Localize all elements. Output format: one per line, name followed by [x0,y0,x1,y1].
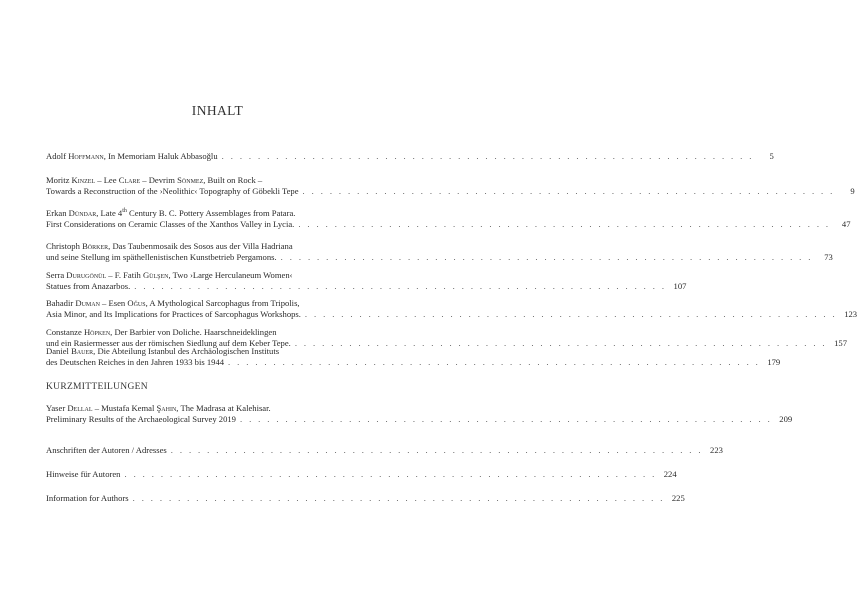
author-lastname: Gülşen [142,270,169,280]
entry-text: First Considerations on Ceramic Classes of the Xanthos Valley in Lycia. [46,219,295,230]
entry-line [46,357,781,368]
toc-entry[interactable] [46,346,781,369]
entry-text: Information for Authors [46,493,129,503]
author-lastname: Sönmez [177,175,204,185]
entry-line [46,493,685,504]
toc-entry-kurz[interactable] [46,403,793,426]
page-number: 223 [710,445,723,455]
leader-dots: . . . . . . . . . . . . . . . . . . . . . . . . . . . . . . . . . . . . . . . . . . . . . . . . . . . . . . . . . . . [124,469,657,479]
toc-entry-appendix[interactable] [46,493,685,504]
entry-text: Asia Minor, and Its Implications for Practices of Sarcophagus Workshops. [46,309,301,320]
page-number: 179 [767,357,781,368]
leader-dots: . . . . . . . . . . . . . . . . . . . . . . . . . . . . . . . . . . . . . . . . . . . . . . . . . . . . . . . . . . . [170,445,703,455]
entry-text: Erkan Dündar, Late 4th Century B. C. Pottery Assemblages from Patara. [46,208,296,218]
entry-line [46,414,793,425]
author-lastname: Dellal [67,403,93,413]
page-title: INHALT [191,103,244,118]
leader-dots: . . . . . . . . . . . . . . . . . . . . . . . . . . . . . . . . . . . . . . . . . . . . . . . . . . . . . . . . . . . [280,252,813,263]
page-number: 157 [834,338,847,349]
entry-text: Anschriften der Autoren / Adresses [46,445,167,455]
entry-text: Preliminary Results of the Archaeological Survey 2019 [46,414,236,425]
entry-line [46,252,833,263]
entry-line [46,186,855,197]
author-lastname: Şahin [156,403,177,413]
entry-text: Daniel Bauer, Die Abteilung Istanbul des Archäologischen Instituts [46,346,280,356]
leader-dots: . . . . . . . . . . . . . . . . . . . . . . . . . . . . . . . . . . . . . . . . . . . . . . . . . . . . . . . . . . . [304,309,838,320]
entry-text: Christoph Börker, Das Taubenmosaik des Sosos aus der Villa Hadriana [46,241,293,251]
entry-line [46,175,370,186]
page-number: 9 [850,186,855,197]
leader-dots: . . . . . . . . . . . . . . . . . . . . . . . . . . . . . . . . . . . . . . . . . . . . . . . . . . . . . . . . . . . [134,281,667,292]
page-number: 73 [824,252,833,263]
entry-line [46,298,370,309]
toc-entry[interactable] [46,175,855,198]
entry-line [46,151,774,162]
author-lastname: Durugönül [66,270,107,280]
author-lastname: Kinzel [71,175,96,185]
toc-entry-appendix[interactable] [46,469,677,480]
author-lastname: Oğus [127,298,146,308]
author-lastname: Clare [118,175,141,185]
entry-text: Bahadir Duman – Esen Oğus, A Mythological Sarcophagus from Tripolis, [46,298,300,308]
page-number: 225 [671,493,685,503]
entry-line [46,281,687,292]
author-lastname: Dündar [68,208,97,218]
entry-line [46,309,857,320]
toc-entry[interactable] [46,298,857,321]
entry-line [46,327,370,338]
author-lastname: Bauer [71,346,94,356]
entry-line [46,445,723,456]
entry-text: Statues from Anazarbos. [46,281,131,292]
entry-line [46,241,370,252]
entry-text: und seine Stellung im späthellenistischen Kunstbetrieb Pergamons. [46,252,277,263]
entry-text: Adolf Hoffmann, In Memoriam Haluk Abbasoğlu [46,151,218,161]
page-number: 107 [673,281,687,292]
entry-text: Hinweise für Autoren [46,469,121,479]
leader-dots: . . . . . . . . . . . . . . . . . . . . . . . . . . . . . . . . . . . . . . . . . . . . . . . . . . . . . . . . . . . [302,186,835,197]
entry-text: des Deutschen Reiches in den Jahren 1933 bis 1944 [46,357,225,368]
page-number: 224 [663,469,677,479]
toc-entry-appendix[interactable] [46,445,723,456]
leader-dots: . . . . . . . . . . . . . . . . . . . . . . . . . . . . . . . . . . . . . . . . . . . . . . . . . . . . . . . . . . . [228,357,761,368]
entry-line [46,270,370,281]
author-lastname: Hoffmann [68,151,104,161]
entry-text: Serra Durugönül – F. Fatih Gülşen, Two ›Large Herculaneum Women‹ [46,270,293,280]
leader-dots: . . . . . . . . . . . . . . . . . . . . . . . . . . . . . . . . . . . . . . . . . . . . . . . . . . . . . . . . . . . [294,338,827,349]
section-heading-kurzmitteilungen: KURZMITTEILUNGEN [46,382,148,392]
leader-dots: . . . . . . . . . . . . . . . . . . . . . . . . . . . . . . . . . . . . . . . . . . . . . . . . . . . . . . . . . . . [221,151,754,161]
entry-text: und ein Rasiermesser aus der römischen Siedlung auf dem Keber Tepe. [46,338,291,349]
author-lastname: Höpken [83,327,111,337]
entry-text: Towards a Reconstruction of the ›Neolithic‹ Topography of Göbekli Tepe [46,186,299,197]
entry-line [46,403,370,414]
entry-text: Constanze Höpken, Der Barbier von Doliche. Haarschneideklingen [46,327,277,337]
entry-line [46,346,370,357]
leader-dots: . . . . . . . . . . . . . . . . . . . . . . . . . . . . . . . . . . . . . . . . . . . . . . . . . . . . . . . . . . . [298,219,831,230]
author-lastname: Duman [75,298,100,308]
toc-entry[interactable] [46,241,833,264]
page-number: 123 [844,309,857,320]
entry-text: Moritz Kinzel – Lee Clare – Devrim Sönmez, Built on Rock – [46,175,263,185]
page-number: 47 [841,219,851,230]
toc-entry[interactable] [46,208,851,231]
page-number: 209 [779,414,793,425]
page-number: 5 [769,151,774,161]
entry-line [46,219,851,230]
entry-line [46,208,370,219]
toc-entry[interactable] [46,270,687,293]
entry-text: Yaser Dellal – Mustafa Kemal Şahin, The Madrasa at Kalehisar. [46,403,271,413]
author-lastname: Börker [82,241,109,251]
leader-dots: . . . . . . . . . . . . . . . . . . . . . . . . . . . . . . . . . . . . . . . . . . . . . . . . . . . . . . . . . . . [132,493,665,503]
entry-line [46,469,677,480]
leader-dots: . . . . . . . . . . . . . . . . . . . . . . . . . . . . . . . . . . . . . . . . . . . . . . . . . . . . . . . . . . . [239,414,773,425]
toc-entry[interactable] [46,151,774,162]
